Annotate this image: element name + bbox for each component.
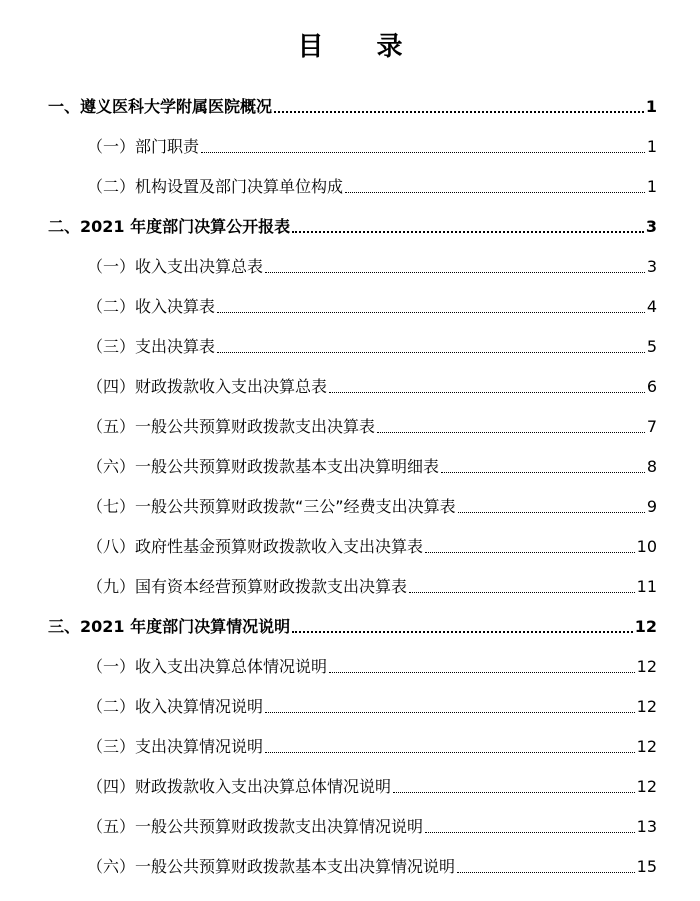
- toc-page-number: 15: [636, 857, 657, 876]
- toc-dot-leader: [292, 231, 644, 233]
- toc-entry-text: （九）国有资本经营预算财政拨款支出决算表: [87, 577, 408, 596]
- toc-dot-leader: [329, 672, 635, 673]
- toc-page-number: 10: [636, 537, 657, 556]
- toc-page-number: 1: [646, 177, 657, 196]
- toc-entry[interactable]: [87, 732, 657, 758]
- toc-entry-text: （六）一般公共预算财政拨款基本支出决算情况说明: [87, 857, 456, 876]
- toc-page-number: 5: [646, 337, 657, 356]
- toc-entry[interactable]: [87, 332, 657, 358]
- toc-dot-leader: [345, 192, 645, 193]
- toc-entry[interactable]: [87, 252, 657, 278]
- toc-dot-leader: [265, 752, 635, 753]
- toc-dot-leader: [329, 392, 645, 393]
- toc-page-number: 1: [645, 97, 657, 116]
- toc-page-number: 3: [645, 217, 657, 236]
- toc-entry-text: （三）支出决算情况说明: [87, 737, 264, 756]
- toc-dot-leader: [425, 832, 635, 833]
- toc-entry-text: （四）财政拨款收入支出决算总表: [87, 377, 328, 396]
- toc-page-number: 6: [646, 377, 657, 396]
- toc-entry[interactable]: [87, 812, 657, 838]
- toc-page-number: 12: [636, 697, 657, 716]
- toc-dot-leader: [201, 152, 645, 153]
- toc-entry[interactable]: [87, 452, 657, 478]
- toc-dot-leader: [217, 312, 645, 313]
- toc-page-number: 7: [646, 417, 657, 436]
- toc-entry[interactable]: [48, 92, 657, 118]
- toc-dot-leader: [409, 592, 635, 593]
- toc-entry[interactable]: [87, 492, 657, 518]
- toc-entry-text: 一、遵义医科大学附属医院概况: [48, 97, 273, 116]
- toc-dot-leader: [425, 552, 635, 553]
- toc-page-number: 12: [636, 737, 657, 756]
- toc-dot-leader: [441, 472, 645, 473]
- toc-entry[interactable]: [87, 132, 657, 158]
- toc-page-number: 9: [646, 497, 657, 516]
- toc-entry-text: （六）一般公共预算财政拨款基本支出决算明细表: [87, 457, 440, 476]
- toc-entry[interactable]: [87, 572, 657, 598]
- toc-entry[interactable]: [48, 612, 657, 638]
- toc-entry-text: （三）支出决算表: [87, 337, 216, 356]
- toc-entry-text: （八）政府性基金预算财政拨款收入支出决算表: [87, 537, 424, 556]
- toc-page-number: 13: [636, 817, 657, 836]
- toc-dot-leader: [393, 792, 635, 793]
- toc-dot-leader: [377, 432, 645, 433]
- toc-entry-text: （二）收入决算表: [87, 297, 216, 316]
- toc-entry-text: （四）财政拨款收入支出决算总体情况说明: [87, 777, 392, 796]
- toc-page-number: 11: [636, 577, 657, 596]
- toc-entry[interactable]: [87, 292, 657, 318]
- page-title: 目 录: [297, 32, 425, 62]
- toc-dot-leader: [265, 272, 645, 273]
- toc-page-number: 4: [646, 297, 657, 316]
- toc-entry[interactable]: [87, 532, 657, 558]
- toc-page-number: 3: [646, 257, 657, 276]
- toc-entry[interactable]: [87, 372, 657, 398]
- toc-page-number: 12: [634, 617, 657, 636]
- toc-entry-text: （五）一般公共预算财政拨款支出决算情况说明: [87, 817, 424, 836]
- toc-entry[interactable]: [87, 172, 657, 198]
- toc-page-number: 12: [636, 777, 657, 796]
- toc-page-number: 1: [646, 137, 657, 156]
- toc-entry[interactable]: [87, 692, 657, 718]
- toc-entry[interactable]: [48, 212, 657, 238]
- toc-dot-leader: [292, 631, 633, 633]
- toc-entry-text: （二）机构设置及部门决算单位构成: [87, 177, 344, 196]
- toc-entry-text: （一）部门职责: [87, 137, 200, 156]
- toc-entry[interactable]: [87, 412, 657, 438]
- toc-entry[interactable]: [87, 772, 657, 798]
- toc-dot-leader: [217, 352, 645, 353]
- toc-dot-leader: [274, 111, 644, 113]
- toc-entry-text: （七）一般公共预算财政拨款“三公”经费支出决算表: [87, 497, 456, 516]
- toc-entry-text: （一）收入支出决算总体情况说明: [87, 657, 328, 676]
- toc-entry[interactable]: [87, 852, 657, 878]
- toc-dot-leader: [457, 872, 635, 873]
- toc-entry-text: （一）收入支出决算总表: [87, 257, 264, 276]
- toc-entry-text: 二、2021 年度部门决算公开报表: [48, 217, 291, 236]
- toc-entry-text: （五）一般公共预算财政拨款支出决算表: [87, 417, 376, 436]
- toc-entry[interactable]: [87, 652, 657, 678]
- toc-dot-leader: [265, 712, 635, 713]
- toc-dot-leader: [458, 512, 645, 513]
- toc-entry-text: （二）收入决算情况说明: [87, 697, 264, 716]
- toc-entry-text: 三、2021 年度部门决算情况说明: [48, 617, 291, 636]
- toc-page-number: 12: [636, 657, 657, 676]
- toc-page-number: 8: [646, 457, 657, 476]
